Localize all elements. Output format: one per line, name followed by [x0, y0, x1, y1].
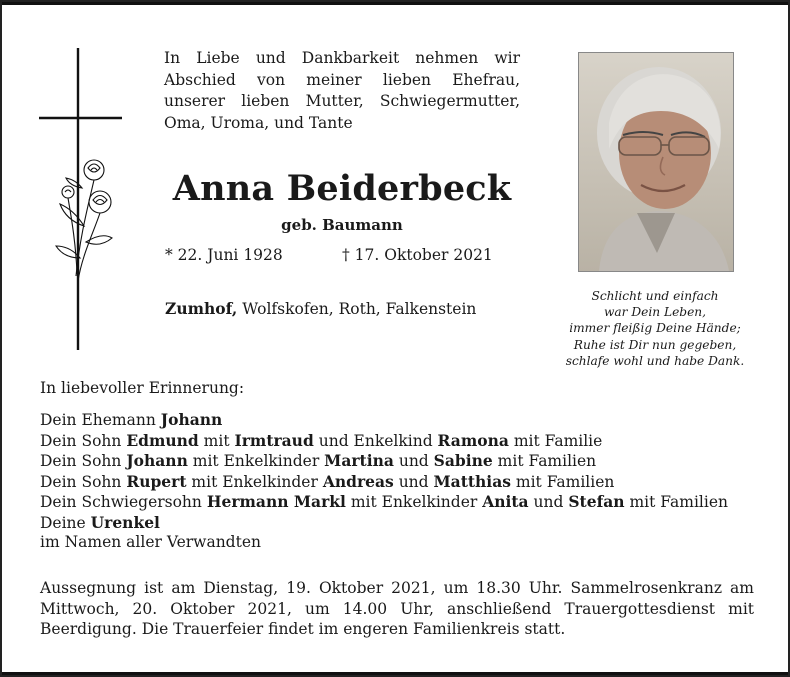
family-member-name: Sabine — [433, 451, 493, 470]
family-member-name: Johann — [160, 410, 223, 429]
family-line — [40, 513, 760, 534]
family-member-name: Rupert — [126, 471, 187, 491]
family-member-name: Ramona — [437, 430, 509, 450]
family-member-name: Irmtraud — [234, 430, 314, 450]
family-text: im Namen aller Verwandten — [40, 533, 261, 551]
family-line — [40, 533, 760, 553]
family-text: mit Enkelkinder — [345, 493, 483, 511]
family-text: mit Enkelkinder — [187, 452, 325, 470]
birth-name: geb. Baumann — [281, 216, 403, 234]
family-member-name: Anita — [482, 492, 529, 511]
family-text: mit Familien — [492, 452, 597, 470]
family-member-name: Andreas — [322, 471, 394, 491]
service-info: Aussegnung ist am Dienstag, 19. Oktober 2021, um 18.30 Uhr. Sammelrosenkranz am Mittwoch, 20. Oktober 2021, um 14.00 Uhr, anschließend Trauergottesdienst mit Beerdigung. Die Trauerfeier findet im engeren Familienkreis statt. — [40, 579, 754, 638]
family-line — [40, 451, 760, 472]
remembrance-heading: In liebevoller Erinnerung: — [40, 379, 245, 397]
family-text: Deine — [40, 513, 91, 532]
family-line — [40, 492, 760, 513]
family-line — [40, 410, 760, 431]
family-text: Dein Sohn — [40, 452, 127, 470]
bottom-border — [2, 672, 788, 675]
family-text: Dein Schwiegersohn — [40, 493, 207, 511]
family-text: mit — [198, 431, 235, 450]
intro-text: In Liebe und Dankbarkeit nehmen wir Abschied von meiner lieben Ehefrau, unserer lieben Mutter, Schwiegermutter, Oma, Uroma, und Tante — [164, 49, 520, 132]
family-text: Dein Sohn — [40, 472, 127, 491]
family-text: mit Familien — [624, 493, 728, 511]
place-main: Zumhof, — [165, 299, 238, 318]
family-member-name: Stefan — [568, 492, 625, 511]
poem-line: Schlicht und einfach — [591, 289, 719, 303]
family-member-name: Urenkel — [90, 512, 160, 532]
poem-line: immer fleißig Deine Hände; — [569, 321, 741, 336]
places-line — [165, 299, 476, 318]
family-text: mit Enkelkinder — [186, 472, 323, 491]
death-date: † 17. Oktober 2021 — [342, 246, 493, 264]
poem-line: Ruhe ist Dir nun gegeben, — [573, 337, 737, 352]
portrait-photo — [578, 52, 734, 272]
family-member-name: Edmund — [126, 430, 199, 450]
family-text: mit Familie — [508, 431, 603, 450]
family-text: Dein Ehemann — [40, 411, 161, 429]
deceased-name: Anna Beiderbeck — [172, 168, 512, 209]
portrait-image — [579, 53, 733, 271]
poem-line: schlafe wohl und habe Dank. — [565, 353, 745, 368]
top-border — [2, 2, 788, 5]
family-text: mit Familien — [510, 472, 615, 491]
family-text: und — [393, 472, 434, 491]
family-line — [40, 472, 760, 493]
poem — [550, 288, 760, 369]
family-member-name: Martina — [324, 451, 394, 470]
family-member-name: Matthias — [433, 471, 511, 491]
rose-icon — [56, 160, 112, 281]
place-rest: Wolfskofen, Roth, Falkenstein — [237, 300, 477, 318]
family-text: Dein Sohn — [40, 431, 127, 450]
family-text: und — [393, 452, 434, 470]
family-line — [40, 431, 760, 452]
family-member-name: Johann — [126, 451, 188, 470]
family-text: und Enkelkind — [313, 431, 438, 450]
family-list — [40, 410, 760, 553]
family-member-name: Hermann Markl — [206, 492, 346, 511]
poem-line: war Dein Leben, — [603, 305, 707, 320]
birth-date: * 22. Juni 1928 — [165, 246, 283, 264]
cross-with-roses — [36, 46, 126, 356]
family-text: und — [528, 493, 569, 511]
cross-icon — [36, 46, 126, 356]
